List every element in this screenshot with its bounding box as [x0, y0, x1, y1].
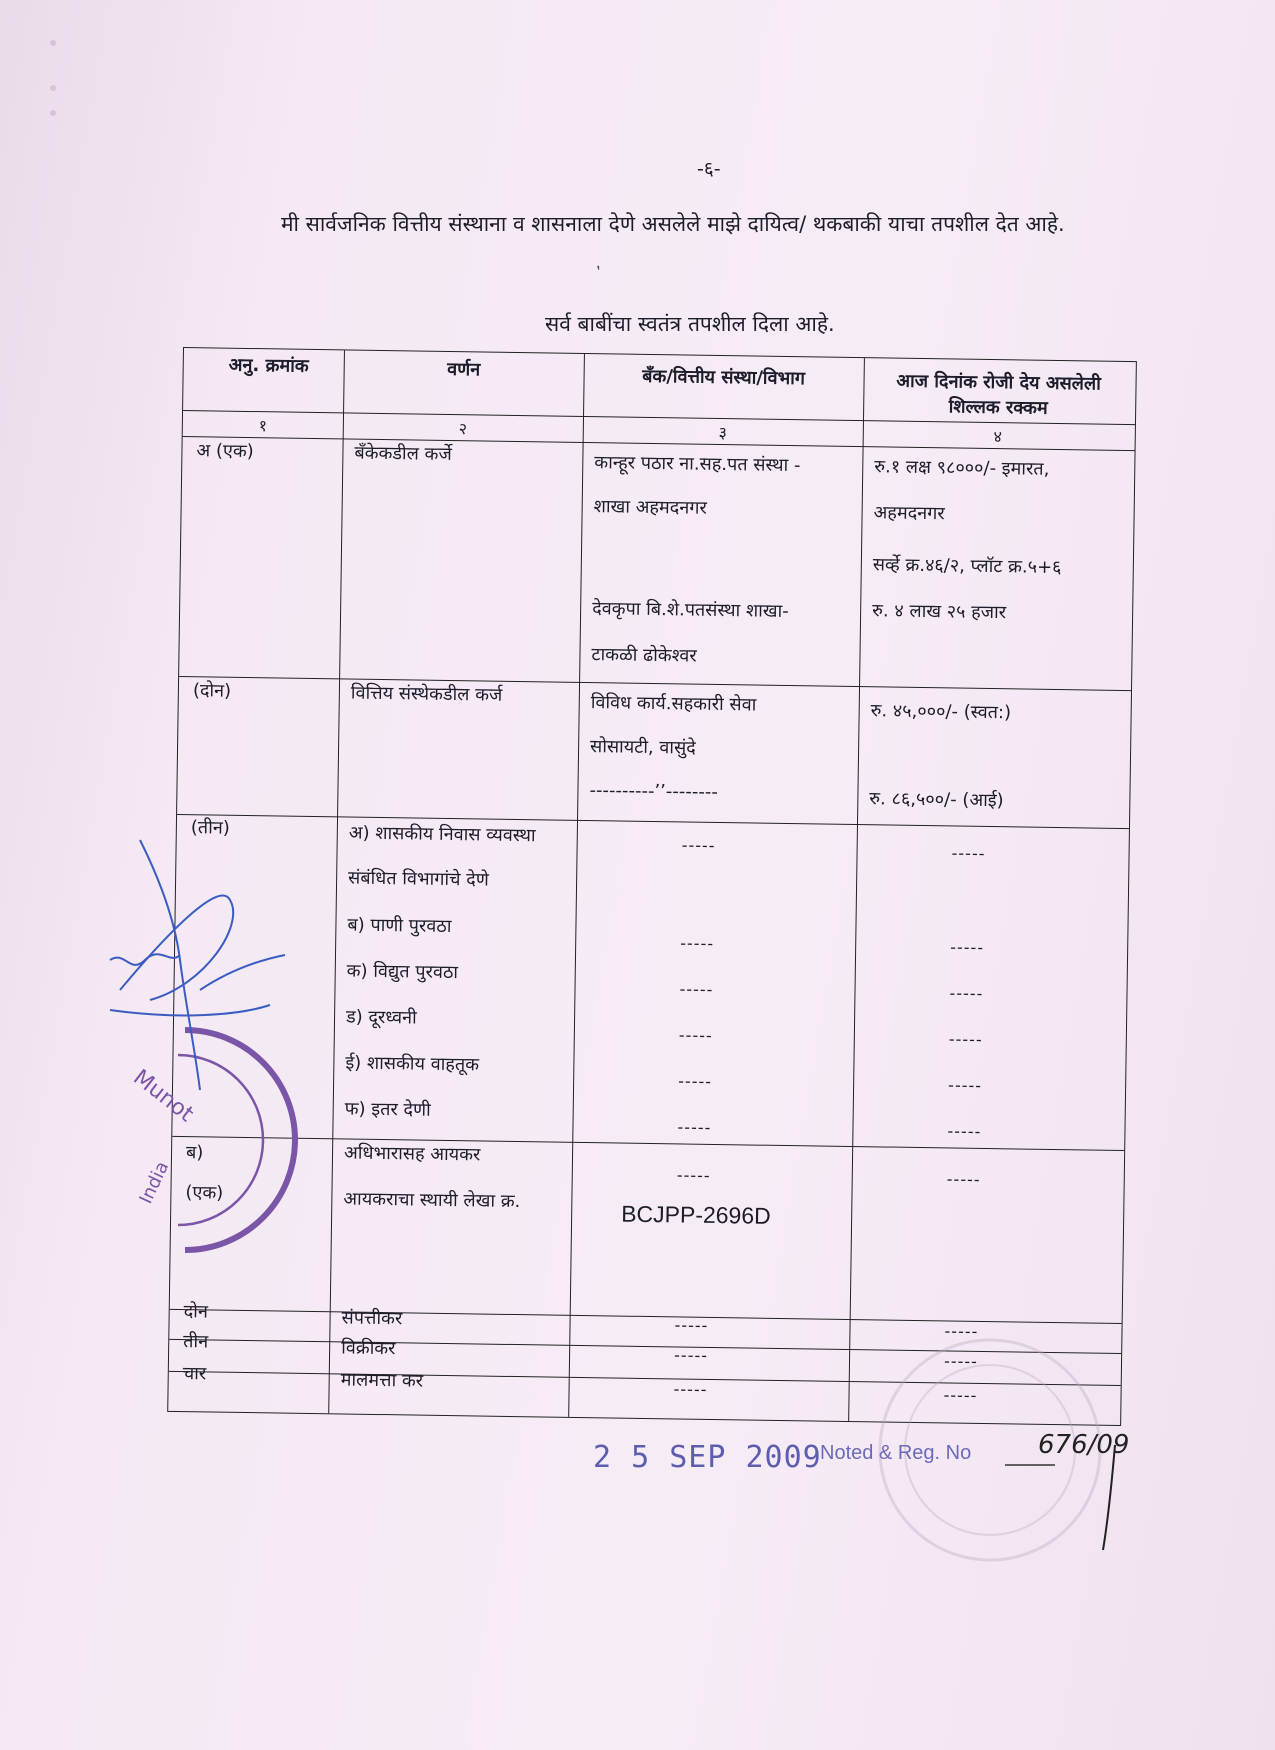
- dash-entry: -----: [674, 1315, 709, 1335]
- seal-text: Munot: [128, 1065, 199, 1128]
- row1-institution-line: शाखा अहमदनगर: [593, 496, 707, 519]
- row1-serial: अ (एक): [196, 440, 254, 463]
- punch-hole: [50, 40, 56, 46]
- row3-item: फ) इतर देणी: [344, 1098, 431, 1121]
- dash-entry: -----: [677, 1117, 712, 1137]
- row7-serial: चार: [182, 1363, 207, 1385]
- row2-institution-line: विविध कार्य.सहकारी सेवा: [590, 692, 757, 716]
- date-stamp: 2 5 SEP 2009: [593, 1440, 822, 1475]
- header-description: वर्णन: [447, 358, 481, 381]
- row2-institution-line: सोसायटी, वासुंदे: [589, 736, 696, 759]
- page-number: -६-: [697, 158, 721, 180]
- row1-amount-line: रु.१ लक्ष ९८०००/- इमारत,: [874, 456, 1050, 480]
- dash-entry: -----: [676, 1165, 711, 1185]
- dash-entry: -----: [673, 1379, 708, 1399]
- row6-serial: तीन: [183, 1331, 209, 1353]
- row1-institution-line: कान्हूर पठार ना.सह.पत संस्था -: [594, 452, 801, 477]
- header-amount: आज दिनांक रोजी देय असलेली शिल्लक रक्कम: [896, 370, 1101, 419]
- punch-hole: [50, 85, 56, 91]
- dash-entry: -----: [947, 1121, 982, 1141]
- row3-serial: (तीन): [190, 817, 230, 839]
- row-divider: [172, 1136, 1124, 1151]
- row3-item: अ) शासकीय निवास व्यवस्था: [348, 822, 536, 847]
- row1-amount-line: रु. ४ लाख २५ हजार: [872, 600, 1007, 624]
- column-divider: [848, 358, 865, 1421]
- header-serial: अनु. क्रमांक: [228, 354, 309, 377]
- liabilities-table: [167, 347, 1137, 1426]
- row2-serial: (दोन): [192, 680, 232, 702]
- row1-institution-line: देवकृपा बि.शे.पतसंस्था शाखा-: [592, 598, 789, 623]
- dash-entry: -----: [673, 1345, 709, 1365]
- column-divider: [328, 350, 345, 1413]
- seal-country: India: [135, 1158, 174, 1208]
- row3-item: ड) दूरध्वनी: [345, 1006, 417, 1029]
- punch-hole: [50, 110, 56, 116]
- dash-entry: -----: [949, 983, 984, 1003]
- row2-amount-line: रु. ४५,०००/- (स्वत:): [870, 700, 1012, 724]
- dash-entry: -----: [947, 1075, 983, 1095]
- row4-description-line: अधिभारासह आयकर: [343, 1142, 481, 1166]
- row6-description: विक्रीकर: [341, 1337, 396, 1360]
- dash-entry: -----: [950, 937, 985, 957]
- row-divider: [169, 1339, 1121, 1354]
- row4-serial-letter: ब): [185, 1142, 204, 1164]
- pan-number: BCJPP-2696D: [620, 1200, 771, 1229]
- table-caption: सर्व बाबींचा स्वतंत्र तपशील दिला आहे.: [545, 312, 835, 336]
- row7-description: मालमत्ता कर: [340, 1369, 424, 1392]
- row4-serial: (एक): [185, 1182, 224, 1204]
- dash-entry: -----: [943, 1351, 979, 1371]
- row1-amount-line: सर्व्हे क्र.४६/२, प्लॉट क्र.५+६: [872, 554, 1062, 579]
- column-divider: [568, 354, 585, 1417]
- dash-entry: -----: [946, 1169, 981, 1189]
- row-divider: [169, 1371, 1121, 1386]
- row1-description: बँकेकडील कर्जे: [354, 442, 452, 465]
- dash-entry: -----: [678, 1071, 713, 1091]
- row3-item: ब) पाणी पुरवठा: [347, 914, 452, 938]
- dash-entry: -----: [943, 1385, 978, 1405]
- intro-paragraph: मी सार्वजनिक वित्तीय संस्थाना व शासनाला देणे असलेले माझे दायित्व/ थकबाकी याचा तपशील देत आहे.: [281, 212, 1065, 236]
- column-number: २: [458, 419, 468, 439]
- dash-entry: -----: [681, 835, 716, 855]
- dash-entry: -----: [951, 843, 986, 863]
- row4-description-line: आयकराचा स्थायी लेखा क्र.: [343, 1188, 521, 1213]
- row2-institution-line: ----------’’--------: [589, 780, 718, 803]
- row3-item: ई) शासकीय वाहतूक: [345, 1052, 480, 1076]
- header-institution: बँक/वित्तीय संस्था/विभाग: [642, 365, 806, 390]
- column-number: ३: [718, 422, 728, 443]
- dash-entry: -----: [680, 933, 715, 953]
- dash-entry: -----: [944, 1321, 979, 1341]
- row1-institution-line: टाकळी ढोकेश्वर: [591, 644, 697, 667]
- row5-description: संपत्तीकर: [341, 1307, 403, 1330]
- row3-item: क) विद्युत पुरवठा: [346, 960, 459, 984]
- dash-entry: -----: [678, 1025, 713, 1045]
- dash-entry: -----: [679, 979, 714, 999]
- row2-description: वित्तिय संस्थेकडील कर्ज: [350, 682, 503, 706]
- row1-amount-line: अहमदनगर: [873, 502, 945, 525]
- dash-entry: -----: [948, 1029, 983, 1049]
- column-number: १: [258, 416, 268, 436]
- row2-amount-line: रु. ८६,५००/- (आई): [869, 788, 1004, 812]
- column-number: ४: [993, 427, 1003, 447]
- row3-item: संबंधित विभागांचे देणे: [347, 867, 489, 891]
- row-divider: [170, 1309, 1122, 1324]
- registration-number: 676/09: [1038, 1430, 1130, 1460]
- noted-reg-label: Noted & Reg. No: [820, 1442, 972, 1464]
- pen-mark: ’: [593, 261, 608, 282]
- row5-serial: दोन: [183, 1301, 209, 1323]
